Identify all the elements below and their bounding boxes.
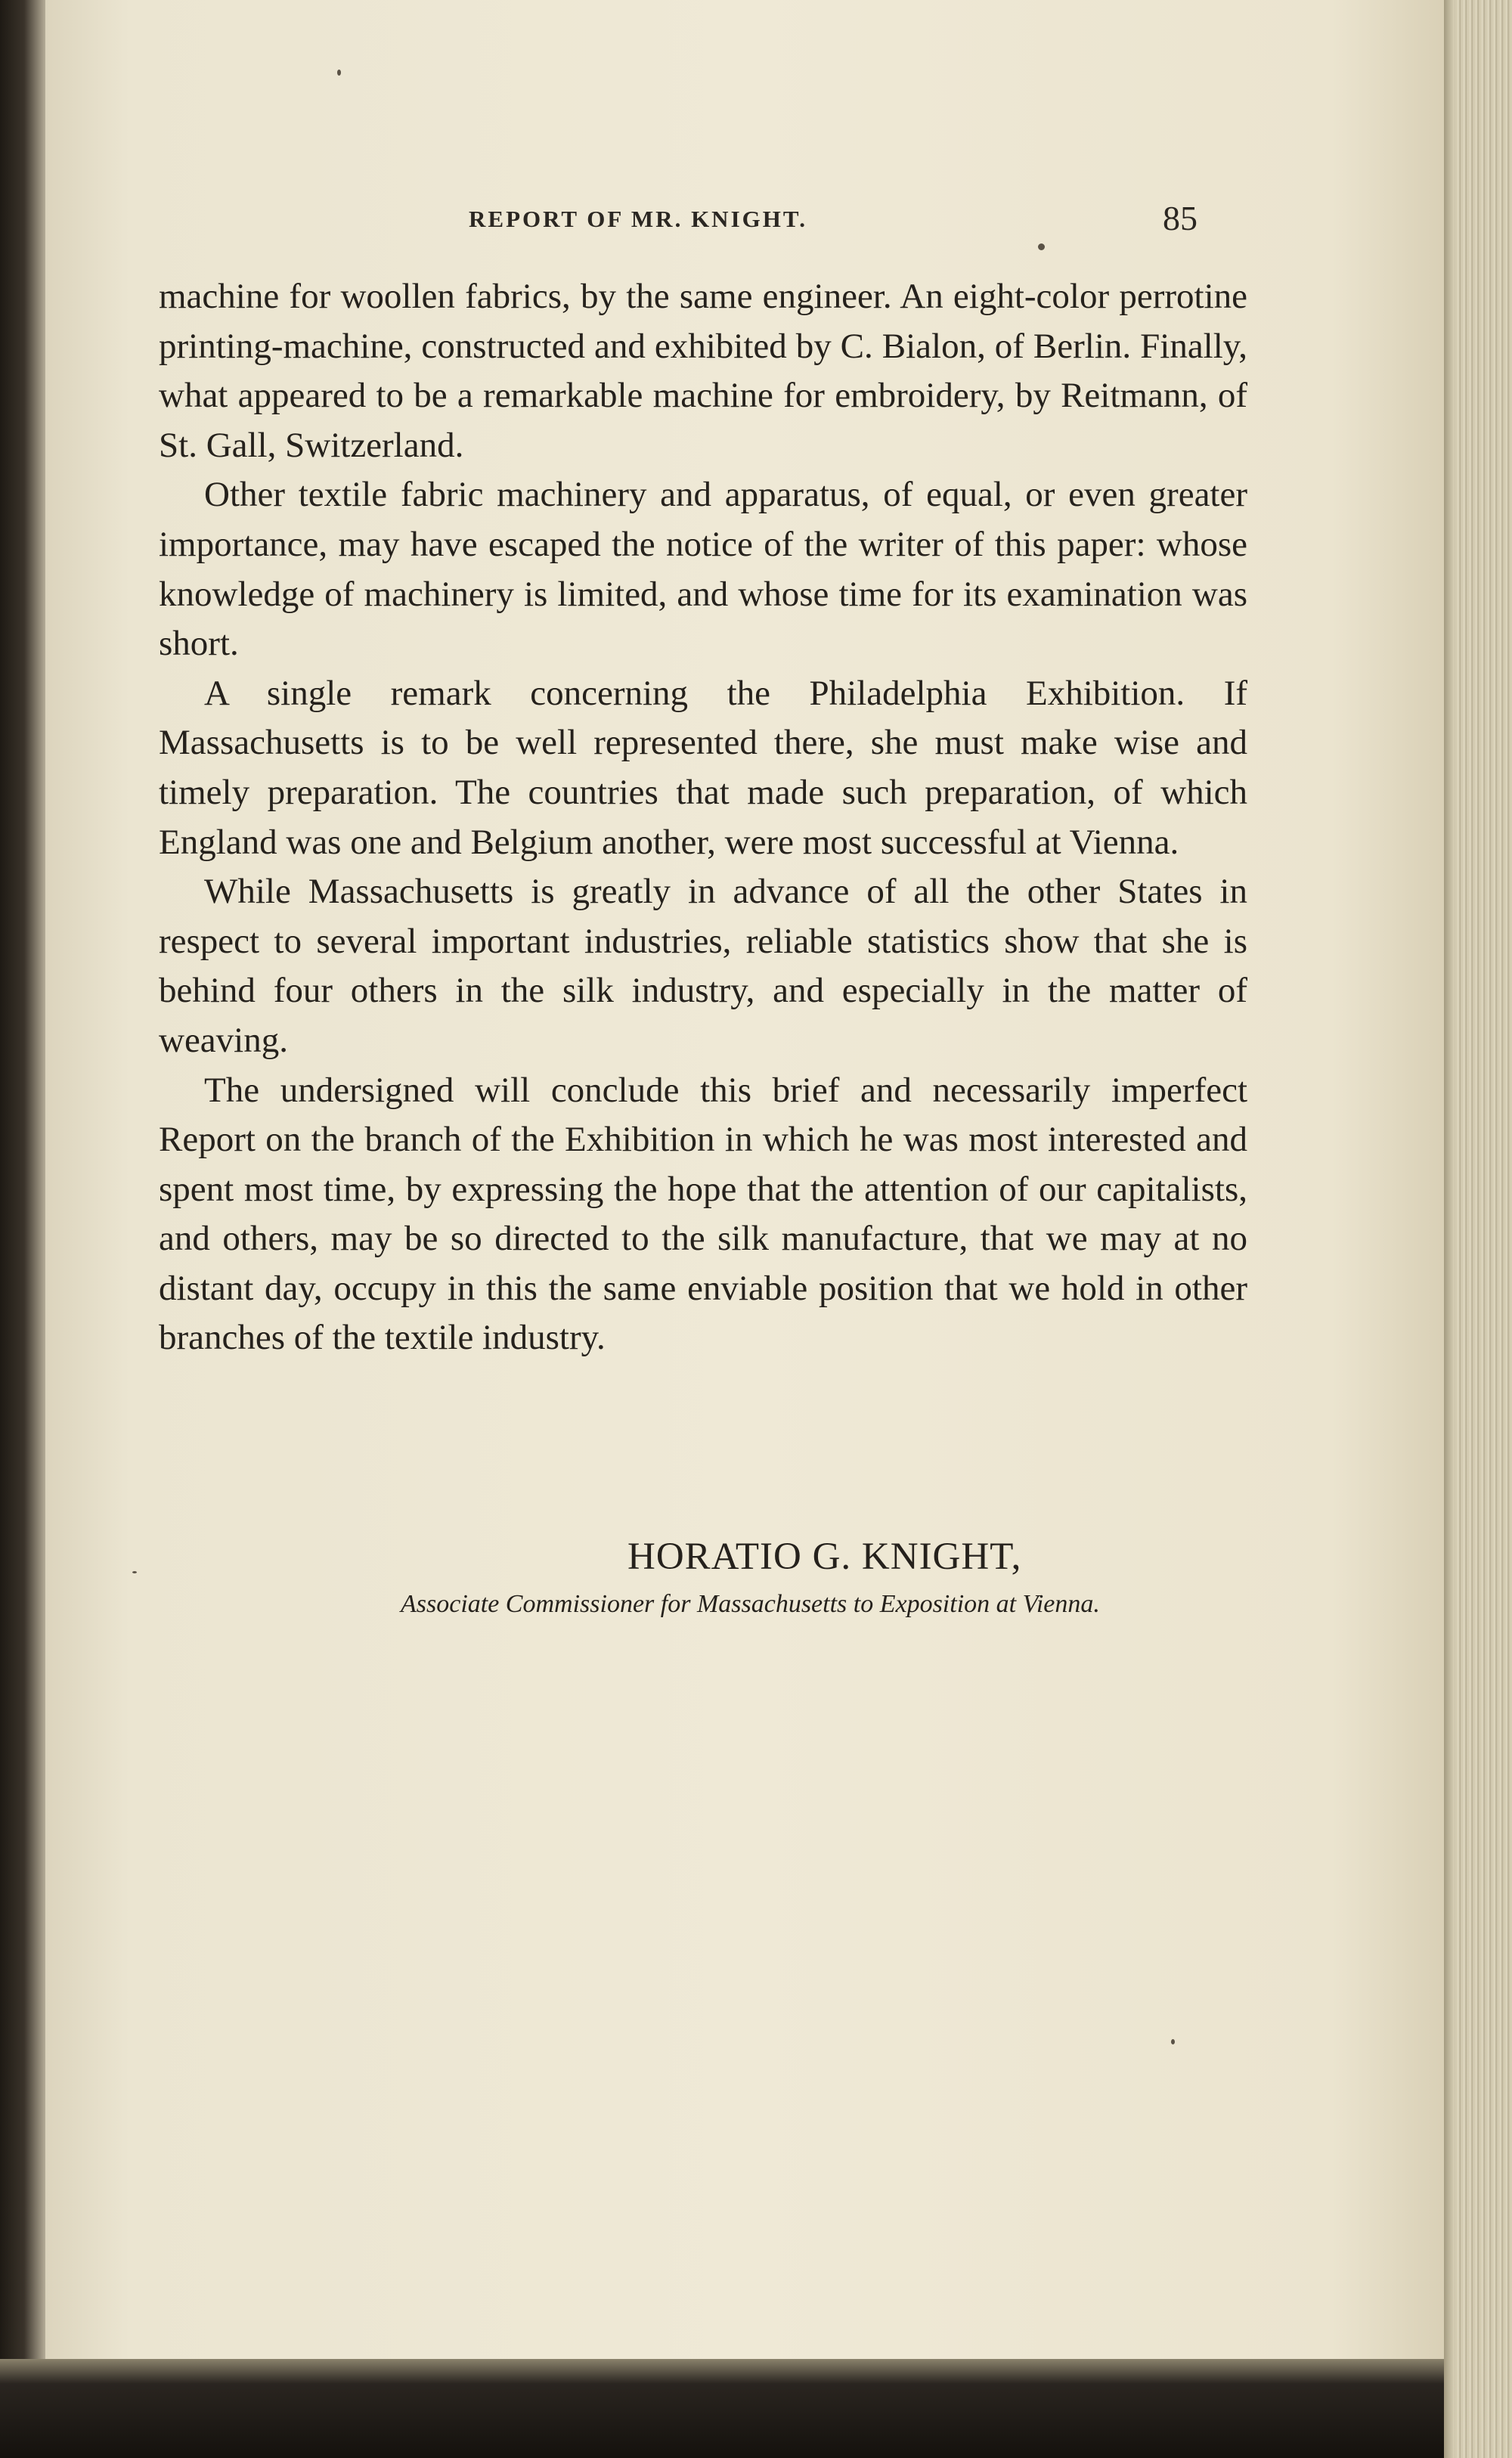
paragraph: The undersigned will conclude this brief and necessarily imperfect Report on the branch of the Exhibition in which he was most interested and spent most time, by expressing the hope that the attention of our capitalists, and others, may be so directed to the silk manufacture, that we may at no distant day, occupy in this the same enviable position that we hold in other branches of the textile industry.	[159, 1070, 1247, 1358]
page-stack-edges	[1444, 0, 1512, 2458]
paragraph: While Massachusetts is greatly in advance of all the other States in respect to several important industries, reliable statistics show that she is behind four others in the silk industry, and especially in the matter of weaving.	[159, 872, 1247, 1060]
book-bottom-edge	[0, 2359, 1444, 2458]
signatory-title: Associate Commissioner for Massachusetts to Exposition at Vienna.	[401, 1590, 1100, 1618]
page-header	[45, 199, 1444, 243]
paper-speck	[1171, 2039, 1175, 2044]
paper-speck	[1038, 243, 1045, 250]
paragraph: machine for woollen fabrics, by the same engineer. An eight-color perrotine printing-machine, constructed and exhibited by C. Bialon, of Berlin. Finally, what appeared to be a remarkable machine for embroidery, by Reitmann, of St. Gall, Switzerland.	[159, 277, 1247, 465]
body-text	[159, 272, 1247, 1363]
running-head: REPORT OF MR. KNIGHT.	[469, 206, 807, 232]
paper-speck	[337, 70, 341, 76]
paper-speck	[132, 1571, 137, 1573]
page-number: 85	[1163, 199, 1198, 237]
signature-block	[159, 1535, 1247, 1633]
paragraph: A single remark concerning the Philadelphia Exhibition. If Massachusetts is to be well represented there, she must make wise and timely preparation. The countries that made such preparation, of which England was one and Belgium another, were most successful at Vienna.	[159, 673, 1247, 862]
book-page	[45, 0, 1444, 2359]
paragraph: Other textile fabric machinery and apparatus, of equal, or even greater importance, may have escaped the notice of the writer of this paper: whose knowledge of machinery is limited, and whose time for its examination was short.	[159, 475, 1247, 664]
signatory-name: HORATIO G. KNIGHT,	[627, 1536, 1022, 1578]
